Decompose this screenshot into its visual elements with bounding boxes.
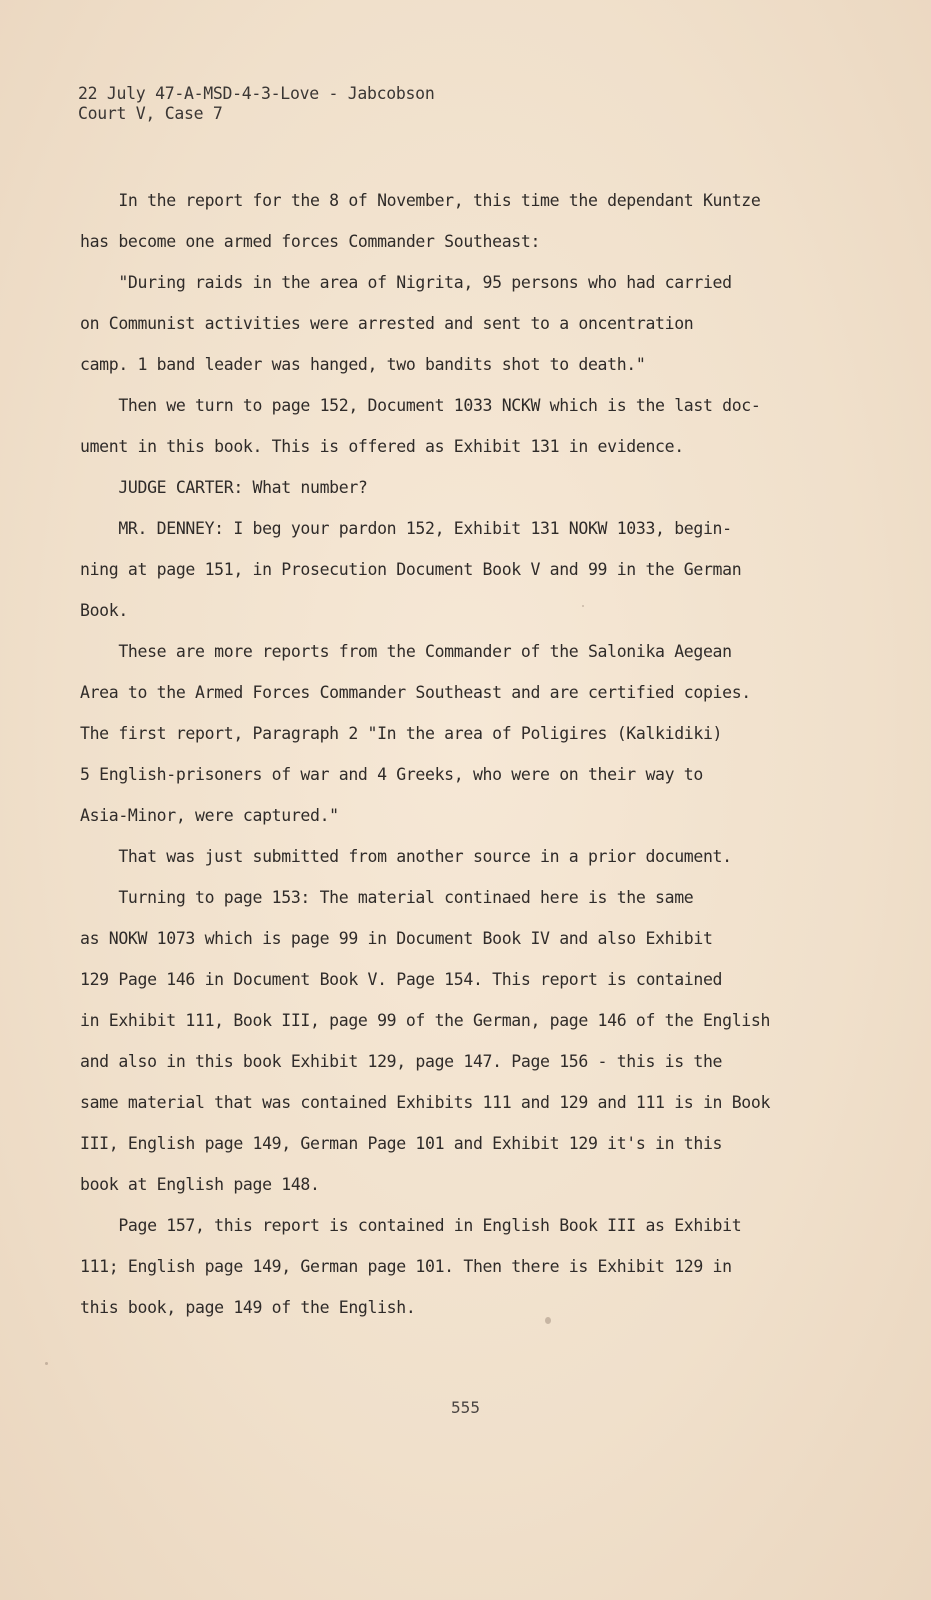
header-court-line: Court V, Case 7 xyxy=(78,104,223,123)
text-line: has become one armed forces Commander Southeast: xyxy=(80,232,541,251)
paper-speck xyxy=(582,605,584,607)
text-line: as NOKW 1073 which is page 99 in Document Book IV and also Exhibit xyxy=(80,929,713,948)
text-line: on Communist activities were arrested and sent to a oncentration xyxy=(80,314,694,333)
text-line: Area to the Armed Forces Commander Southeast and are certified copies. xyxy=(80,683,751,702)
text-line: this book, page 149 of the English. xyxy=(80,1298,416,1317)
text-line: 5 English-prisoners of war and 4 Greeks, who were on their way to xyxy=(80,765,703,784)
paper-speck xyxy=(545,1317,551,1324)
text-line: JUDGE CARTER: What number? xyxy=(80,478,368,497)
text-line: Then we turn to page 152, Document 1033 NCKW which is the last doc- xyxy=(80,396,761,415)
text-line: in Exhibit 111, Book III, page 99 of the German, page 146 of the English xyxy=(80,1011,771,1030)
text-line: III, English page 149, German Page 101 and Exhibit 129 it's in this xyxy=(80,1134,723,1153)
header-session-line: 22 July 47-A-MSD-4-3-Love - Jabcobson xyxy=(78,84,435,103)
paper-speck xyxy=(45,1362,48,1365)
text-line: 111; English page 149, German page 101. Then there is Exhibit 129 in xyxy=(80,1257,732,1276)
text-line: 129 Page 146 in Document Book V. Page 154. This report is contained xyxy=(80,970,723,989)
text-line: These are more reports from the Commander of the Salonika Aegean xyxy=(80,642,732,661)
page-number: 555 xyxy=(451,1398,480,1417)
text-line: book at English page 148. xyxy=(80,1175,320,1194)
text-line: "During raids in the area of Nigrita, 95 persons who had carried xyxy=(80,273,732,292)
text-line: Page 157, this report is contained in English Book III as Exhibit xyxy=(80,1216,742,1235)
text-line: Asia-Minor, were captured." xyxy=(80,806,339,825)
text-line: MR. DENNEY: I beg your pardon 152, Exhibit 131 NOKW 1033, begin- xyxy=(80,519,732,538)
text-line: Turning to page 153: The material continaed here is the same xyxy=(80,888,694,907)
text-line: In the report for the 8 of November, this time the dependant Kuntze xyxy=(80,191,761,210)
text-line: and also in this book Exhibit 129, page 147. Page 156 - this is the xyxy=(80,1052,723,1071)
text-line: ning at page 151, in Prosecution Document Book V and 99 in the German xyxy=(80,560,742,579)
text-line: ument in this book. This is offered as Exhibit 131 in evidence. xyxy=(80,437,684,456)
document-header xyxy=(78,84,434,124)
text-line: The first report, Paragraph 2 "In the area of Poligires (Kalkidiki) xyxy=(80,724,723,743)
text-line: Book. xyxy=(80,601,128,620)
transcript-body xyxy=(80,180,840,1328)
text-line: That was just submitted from another source in a prior document. xyxy=(80,847,732,866)
text-line: camp. 1 band leader was hanged, two bandits shot to death." xyxy=(80,355,646,374)
text-line: same material that was contained Exhibits 111 and 129 and 111 is in Book xyxy=(80,1093,771,1112)
